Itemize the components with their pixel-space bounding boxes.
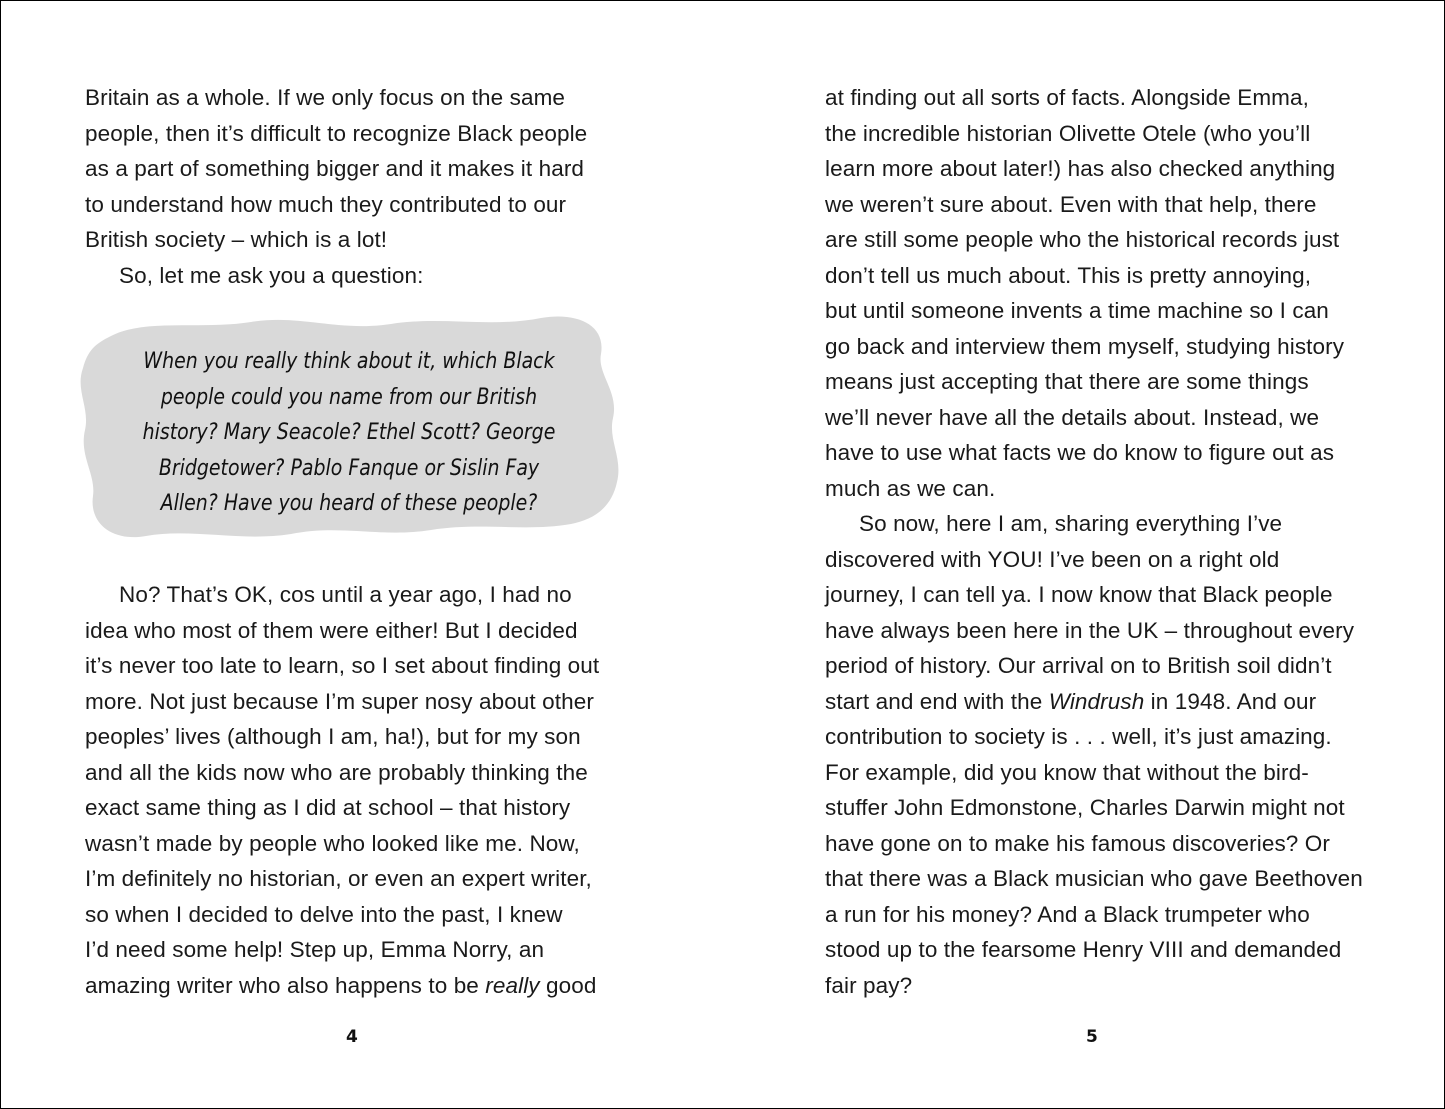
left-bottom-paragraph [85,577,599,1003]
text-line: For example, did you know that without the bird- [825,759,1309,785]
callout-line: When you really think about it, which Black [143,349,555,374]
text-line: we weren’t sure about. Even with that help, there [825,191,1317,217]
left-page [1,1,723,1108]
callout-line: history? Mary Seacole? Ethel Scott? George [142,420,556,445]
text-line: idea who most of them were either! But I decided [85,617,578,643]
callout-line: Allen? Have you heard of these people? [160,491,538,516]
text-segment: good [539,972,597,998]
text-line: have always been here in the UK – throughout every [825,617,1355,643]
text-line: have to use what facts we do know to figure out as [825,440,1335,465]
text-line: don’t tell us much about. This is pretty annoying, [825,262,1312,288]
text-line: but until someone invents a time machine so I can [825,298,1329,323]
text-line: British society – which is a lot! [85,227,388,252]
text-line: fair pay? [825,972,913,998]
text-line: go back and interview them myself, studying history [825,333,1345,359]
text-line: have gone on to make his famous discoveries? Or [825,830,1330,856]
text-segment: amazing writer who also happens to be [85,972,486,998]
text-line [825,684,1363,720]
emphasis-text: really [485,972,540,998]
text-line [85,968,599,1004]
text-line: exact same thing as I did at school – that history [85,795,571,820]
text-line: are still some people who the historical records just [825,227,1340,252]
callout-line: people could you name from our British [160,384,538,410]
text-line: and all the kids now who are probably thinking the [85,759,588,785]
text-line: so when I decided to delve into the past, I knew [85,901,563,927]
left-top-paragraph [85,80,587,293]
text-line: journey, I can tell ya. I now know that Black people [825,582,1333,607]
text-line: I’m definitely no historian, or even an expert writer, [85,866,592,891]
text-line: peoples’ lives (although I am, ha!), but for my son [85,724,581,749]
page-number-right: 5 [1086,1027,1098,1047]
text-line: people, then it’s difficult to recognize Black people [85,120,588,146]
question-callout [71,310,627,546]
text-line: wasn’t made by people who looked like me. Now, [85,830,580,856]
text-line: period of history. Our arrival on to British soil didn’t [825,653,1332,678]
right-text-column [825,80,1363,1003]
text-line: we’ll never have all the details about. Instead, we [825,404,1320,430]
text-line: the incredible historian Olivette Otele (who you’ll [825,120,1311,146]
text-line: No? That’s OK, cos until a year ago, I had no [119,582,572,607]
callout-text [127,344,571,522]
text-segment: start and end with the [825,688,1049,714]
emphasis-text: Windrush [1048,688,1145,714]
text-line: at finding out all sorts of facts. Alongside Emma, [825,85,1309,110]
text-line: means just accepting that there are some things [825,369,1309,394]
text-line: Britain as a whole. If we only focus on the same [85,85,566,110]
text-line: discovered with YOU! I’ve been on a right old [825,546,1280,572]
text-line: to understand how much they contributed to our [85,191,567,217]
text-line: that there was a Black musician who gave Beethoven [825,866,1363,891]
text-line: stuffer John Edmonstone, Charles Darwin might not [825,795,1345,820]
question-intro: So, let me ask you a question: [119,262,424,288]
text-line: learn more about later!) has also checked anything [825,156,1336,181]
text-line: contribution to society is . . . well, it’s just amazing. [825,724,1332,749]
text-line: So now, here I am, sharing everything I’ve [859,511,1283,536]
text-line: a run for his money? And a Black trumpeter who [825,901,1310,927]
text-line: stood up to the fearsome Henry VIII and demanded [825,937,1342,962]
right-page [723,1,1444,1108]
text-line: it’s never too late to learn, so I set about finding out [85,653,600,678]
text-line: I’d need some help! Step up, Emma Norry, an [85,937,545,962]
text-segment: in 1948. And our [1144,688,1317,714]
text-line: as a part of something bigger and it makes it hard [85,156,585,181]
text-line: more. Not just because I’m super nosy about other [85,688,594,714]
callout-line: Bridgetower? Pablo Fanque or Sislin Fay [158,455,540,481]
text-line: much as we can. [825,475,996,501]
page-number-left: 4 [346,1027,358,1047]
